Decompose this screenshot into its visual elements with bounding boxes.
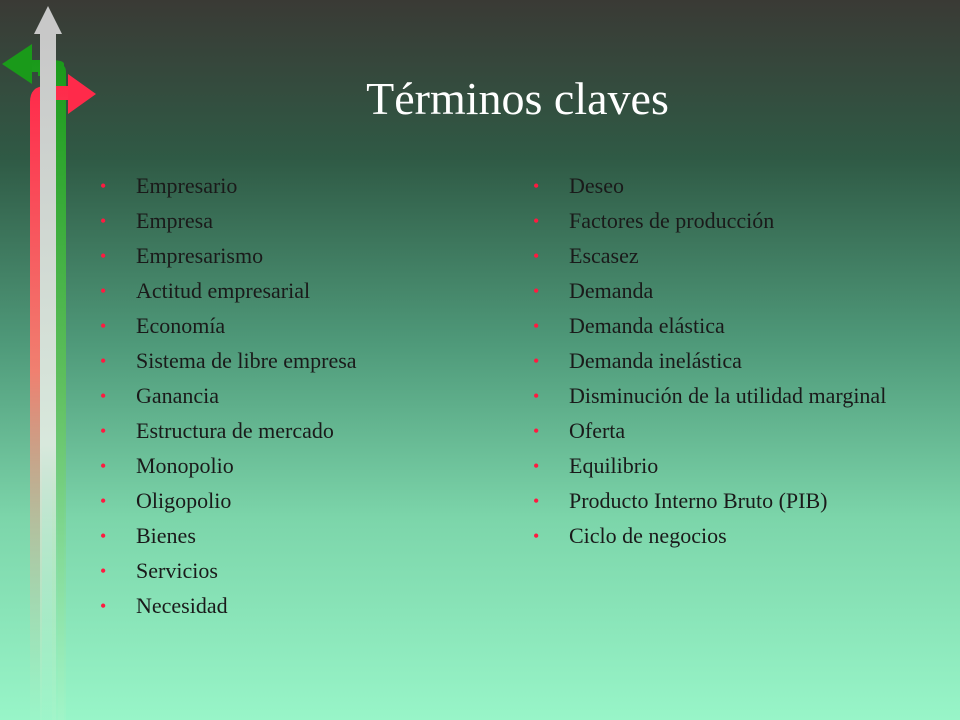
term-text: Actitud empresarial bbox=[136, 278, 311, 303]
list-item bbox=[100, 277, 510, 305]
term-text: Producto Interno Bruto (PIB) bbox=[569, 488, 828, 513]
term-text: Bienes bbox=[136, 523, 196, 548]
bullet-icon: • bbox=[533, 176, 540, 196]
term-text: Empresa bbox=[136, 208, 213, 233]
bullet-icon: • bbox=[100, 386, 107, 406]
term-text: Demanda inelástica bbox=[569, 348, 742, 373]
bullet-icon: • bbox=[533, 421, 540, 441]
bullet-icon: • bbox=[533, 456, 540, 476]
bullet-icon: • bbox=[100, 561, 107, 581]
term-text: Empresario bbox=[136, 173, 238, 198]
list-item bbox=[100, 207, 510, 235]
term-text: Escasez bbox=[569, 243, 639, 268]
list-item bbox=[100, 487, 510, 515]
list-item bbox=[533, 452, 933, 480]
bullet-icon: • bbox=[100, 281, 107, 301]
list-item bbox=[533, 382, 933, 410]
term-text: Disminución de la utilidad marginal bbox=[569, 383, 887, 408]
bullet-icon: • bbox=[533, 316, 540, 336]
term-text: Servicios bbox=[136, 558, 218, 583]
bullet-icon: • bbox=[100, 456, 107, 476]
list-item bbox=[533, 277, 933, 305]
list-item bbox=[533, 522, 933, 550]
list-item bbox=[533, 242, 933, 270]
bullet-icon: • bbox=[533, 211, 540, 231]
bullet-icon: • bbox=[100, 176, 107, 196]
term-text: Economía bbox=[136, 313, 226, 338]
right-term-list bbox=[533, 172, 933, 557]
term-text: Oligopolio bbox=[136, 488, 232, 513]
term-text: Estructura de mercado bbox=[136, 418, 334, 443]
list-item bbox=[100, 417, 510, 445]
list-item bbox=[100, 557, 510, 585]
term-text: Equilibrio bbox=[569, 453, 659, 478]
term-text: Empresarismo bbox=[136, 243, 264, 268]
list-item bbox=[100, 242, 510, 270]
slide-title: Términos claves bbox=[366, 73, 669, 124]
term-text: Necesidad bbox=[136, 593, 228, 618]
list-item bbox=[533, 207, 933, 235]
bullet-icon: • bbox=[100, 421, 107, 441]
bullet-icon: • bbox=[100, 211, 107, 231]
bullet-icon: • bbox=[100, 491, 107, 511]
term-text: Demanda bbox=[569, 278, 654, 303]
list-item bbox=[100, 452, 510, 480]
list-item bbox=[100, 347, 510, 375]
bullet-icon: • bbox=[100, 526, 107, 546]
term-text: Sistema de libre empresa bbox=[136, 348, 357, 373]
left-term-list bbox=[100, 172, 510, 627]
list-item bbox=[533, 347, 933, 375]
list-item bbox=[100, 172, 510, 200]
list-item bbox=[100, 522, 510, 550]
bullet-icon: • bbox=[533, 386, 540, 406]
term-text: Oferta bbox=[569, 418, 626, 443]
term-text: Demanda elástica bbox=[569, 313, 725, 338]
bullet-icon: • bbox=[533, 281, 540, 301]
term-text: Ganancia bbox=[136, 383, 220, 408]
term-text: Monopolio bbox=[136, 453, 234, 478]
bullet-icon: • bbox=[100, 596, 107, 616]
term-text: Deseo bbox=[569, 173, 624, 198]
bullet-icon: • bbox=[100, 246, 107, 266]
bullet-icon: • bbox=[533, 351, 540, 371]
list-item bbox=[100, 382, 510, 410]
bullet-icon: • bbox=[533, 526, 540, 546]
term-text: Ciclo de negocios bbox=[569, 523, 727, 548]
bullet-icon: • bbox=[533, 491, 540, 511]
bullet-icon: • bbox=[533, 246, 540, 266]
bullet-icon: • bbox=[100, 316, 107, 336]
list-item bbox=[533, 312, 933, 340]
list-item bbox=[533, 172, 933, 200]
list-item bbox=[100, 592, 510, 620]
list-item bbox=[533, 417, 933, 445]
bullet-icon: • bbox=[100, 351, 107, 371]
list-item bbox=[533, 487, 933, 515]
list-item bbox=[100, 312, 510, 340]
term-text: Factores de producción bbox=[569, 208, 775, 233]
